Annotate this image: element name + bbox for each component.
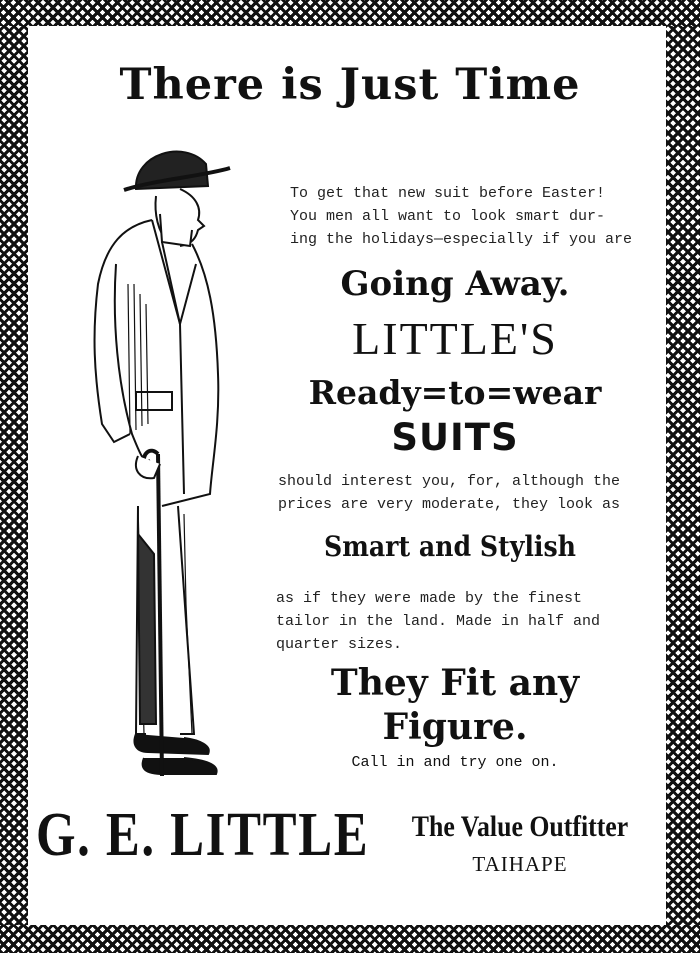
intro-line: ing the holidays—especially if you are [290,231,633,248]
fit-heading-line2: Figure. [382,706,528,748]
ornamental-border-top [0,0,700,26]
brand-tagline: The Value Outfitter [411,810,629,843]
brand-name: G. E. LITTLE [36,801,370,869]
fit-heading-line1: They Fit any [330,662,580,704]
town-name: TAIHAPE [472,852,568,876]
going-away-heading: Going Away. [340,264,570,304]
body-line: prices are very moderate, they look as [278,496,621,513]
suits-heading: SUITS [391,416,519,459]
tail-paragraph [276,587,600,656]
ornamental-border-right [666,26,700,925]
store-name-heading: LITTLE'S [352,313,558,364]
headline: There is Just Time [119,60,581,110]
intro-line: You men all want to look smart dur- [290,208,606,225]
intro-line: To get that new suit before Easter! [290,185,606,202]
ornamental-border-left [0,26,28,925]
ornamental-border-bottom [0,925,700,953]
call-to-action: Call in and try one on. [351,754,559,771]
tail-line: tailor in the land. Made in half and [276,613,601,630]
intro-paragraph [290,182,632,251]
tail-line: quarter sizes. [276,636,403,653]
gentleman-illustration [84,134,244,784]
smart-stylish-heading: Smart and Stylish [324,530,576,563]
body-line: should interest you, for, although the [278,473,621,490]
body-paragraph [278,470,620,516]
tail-line: as if they were made by the finest [276,590,583,607]
ready-to-wear-heading: Ready=to=wear [308,373,602,412]
